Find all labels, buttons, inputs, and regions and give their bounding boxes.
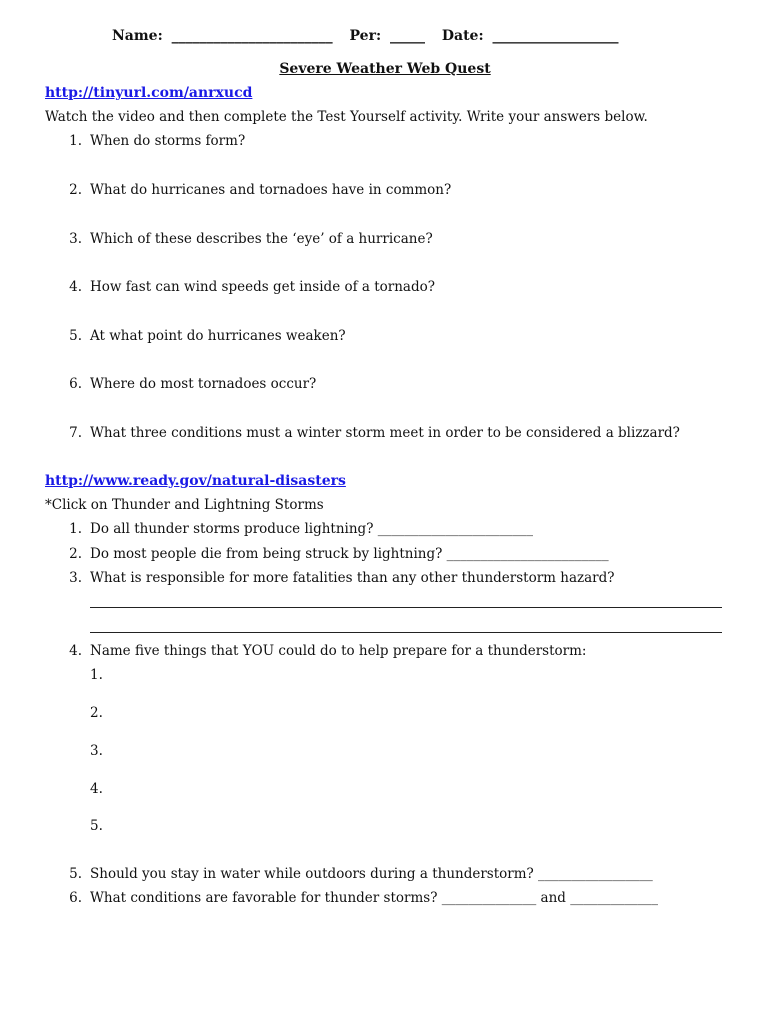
answer-line[interactable] — [90, 607, 722, 608]
section2-instructions: *Click on Thunder and Lightning Storms — [45, 497, 324, 513]
question-number: 2. — [69, 182, 82, 198]
video-link[interactable]: http://tinyurl.com/anrxucd — [45, 85, 253, 101]
question-text: When do storms form? — [90, 133, 246, 149]
sub-item-number: 2. — [90, 705, 103, 721]
question-text: What is responsible for more fatalities than any other thunderstorm hazard? — [90, 570, 615, 586]
ready-gov-link[interactable]: http://www.ready.gov/natural-disasters — [45, 473, 346, 489]
per-label: Per: — [349, 28, 382, 44]
question-number: 2. — [69, 546, 82, 562]
question-text: Name five things that YOU could do to help prepare for a thunderstorm: — [90, 643, 587, 659]
question-text: How fast can wind speeds get inside of a tornado? — [90, 279, 435, 295]
question-text: Do all thunder storms produce lightning? _______________________ — [90, 521, 533, 537]
section1-instructions: Watch the video and then complete the Test Yourself activity. Write your answers below. — [45, 109, 648, 125]
question-text: Do most people die from being struck by lightning? ________________________ — [90, 546, 609, 562]
question-number: 3. — [69, 570, 82, 586]
per-blank[interactable]: _____ — [390, 28, 425, 44]
answer-line[interactable] — [90, 632, 722, 633]
question-text: What do hurricanes and tornadoes have in common? — [90, 182, 452, 198]
question-number: 6. — [69, 376, 82, 392]
name-blank[interactable]: _______________________ — [171, 28, 333, 44]
question-text: Where do most tornadoes occur? — [90, 376, 317, 392]
question-number: 4. — [69, 279, 82, 295]
date-blank[interactable]: __________________ — [492, 28, 619, 44]
sub-item-number: 5. — [90, 818, 103, 834]
question-number: 4. — [69, 643, 82, 659]
question-text: Which of these describes the ‘eye’ of a hurricane? — [90, 231, 433, 247]
question-text: At what point do hurricanes weaken? — [90, 328, 346, 344]
question-number: 3. — [69, 231, 82, 247]
name-label: Name: — [112, 28, 163, 44]
question-text: What conditions are favorable for thunder storms? ______________ and _____________ — [90, 890, 658, 906]
sub-item-number: 1. — [90, 667, 103, 683]
question-text: What three conditions must a winter storm meet in order to be considered a blizzard? — [90, 425, 680, 441]
page-title: Severe Weather Web Quest — [279, 61, 491, 77]
student-info-header — [112, 28, 619, 44]
question-number: 1. — [69, 133, 82, 149]
sub-item-number: 3. — [90, 743, 103, 759]
question-text: Should you stay in water while outdoors during a thunderstorm? _________________ — [90, 866, 653, 882]
question-number: 5. — [69, 328, 82, 344]
question-number: 5. — [69, 866, 82, 882]
question-number: 1. — [69, 521, 82, 537]
question-number: 6. — [69, 890, 82, 906]
sub-item-number: 4. — [90, 781, 103, 797]
date-label: Date: — [441, 28, 484, 44]
question-number: 7. — [69, 425, 82, 441]
